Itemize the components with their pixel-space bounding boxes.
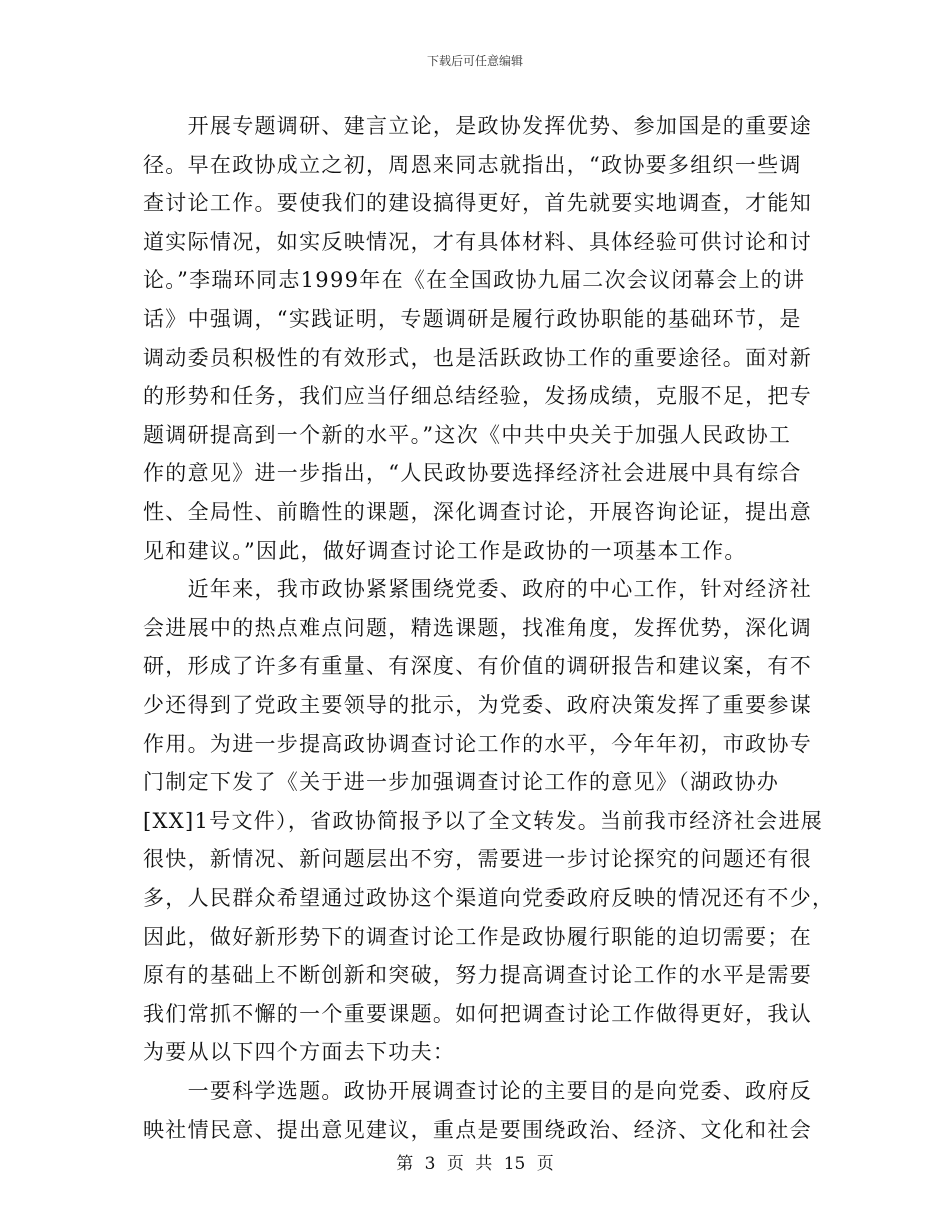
body-line: 一要科学选题。政协开展调查讨论的主要目的是向党委、政府反: [143, 1079, 812, 1103]
body-line: 少还得到了党政主要领导的批示，为党委、政府决策发挥了重要参谋: [143, 693, 812, 717]
body-line: 研，形成了许多有重量、有深度、有价值的调研报告和建议案，有不: [143, 654, 812, 678]
body-line: 为要从以下四个方面去下功夫：: [143, 1040, 456, 1064]
body-line: 道实际情况，如实反映情况，才有具体材料、具体经验可供讨论和讨: [143, 230, 812, 254]
body-line: 径。早在政协成立之初，周恩来同志就指出，“政协要多组织一些调: [143, 153, 802, 177]
page-footer: 第 3 页 共 15 页: [396, 1154, 554, 1174]
body-line: 会进展中的热点难点问题，精选课题，找准角度，发挥优势，深化调: [143, 616, 812, 640]
body-line: 调动委员积极性的有效形式，也是活跃政协工作的重要途径。面对新: [143, 346, 812, 370]
body-line: 作用。为进一步提高政协调查讨论工作的水平，今年年初，市政协专: [143, 732, 812, 756]
body-line: 题调研提高到一个新的水平。”这次《中共中央关于加强人民政协工: [143, 423, 792, 447]
page-header: 下载后可任意编辑: [426, 54, 523, 68]
body-line: 作的意见》进一步指出，“人民政协要选择经济社会进展中具有综合: [143, 461, 802, 485]
body-line: 的形势和任务，我们应当仔细总结经验，发扬成绩，克服不足，把专: [143, 384, 812, 408]
body-line: 开展专题调研、建言立论，是政协发挥优势、参加国是的重要途: [143, 114, 812, 138]
body-line: 论。”李瑞环同志1999年在《在全国政协九届二次会议闭幕会上的讲: [143, 268, 806, 292]
body-line: 原有的基础上不断创新和突破，努力提高调查讨论工作的水平是需要: [143, 963, 812, 987]
body-line: 映社情民意、提出意见建议，重点是要围绕政治、经济、文化和社会: [143, 1118, 812, 1142]
body-line: 很快，新情况、新问题层出不穷，需要进一步讨论探究的问题还有很: [143, 847, 812, 871]
body-line: 性、全局性、前瞻性的课题，深化调查讨论，开展咨询论证，提出意: [143, 500, 812, 524]
body-line: 因此，做好新形势下的调查讨论工作是政协履行职能的迫切需要；在: [143, 925, 812, 949]
body-line: 门制定下发了《关于进一步加强调查讨论工作的意见》（湖政协办: [143, 770, 780, 794]
body-line: 话》中强调，“实践证明，专题调研是履行政协职能的基础环节，是: [143, 307, 802, 331]
body-line: 查讨论工作。要使我们的建设搞得更好，首先就要实地调查，才能知: [143, 191, 812, 215]
body-line: 我们常抓不懈的一个重要课题。如何把调查讨论工作做得更好，我认: [143, 1002, 812, 1026]
body-line: [XX]1号文件），省政协简报予以了全文转发。当前我市经济社会进展: [143, 809, 824, 833]
body-line: 近年来，我市政协紧紧围绕党委、政府的中心工作，针对经济社: [143, 577, 812, 601]
body-line: 见和建议。”因此，做好调查讨论工作是政协的一项基本工作。: [143, 539, 747, 563]
body-line: 多，人民群众希望通过政协这个渠道向党委政府反映的情况还有不少，: [143, 886, 835, 910]
